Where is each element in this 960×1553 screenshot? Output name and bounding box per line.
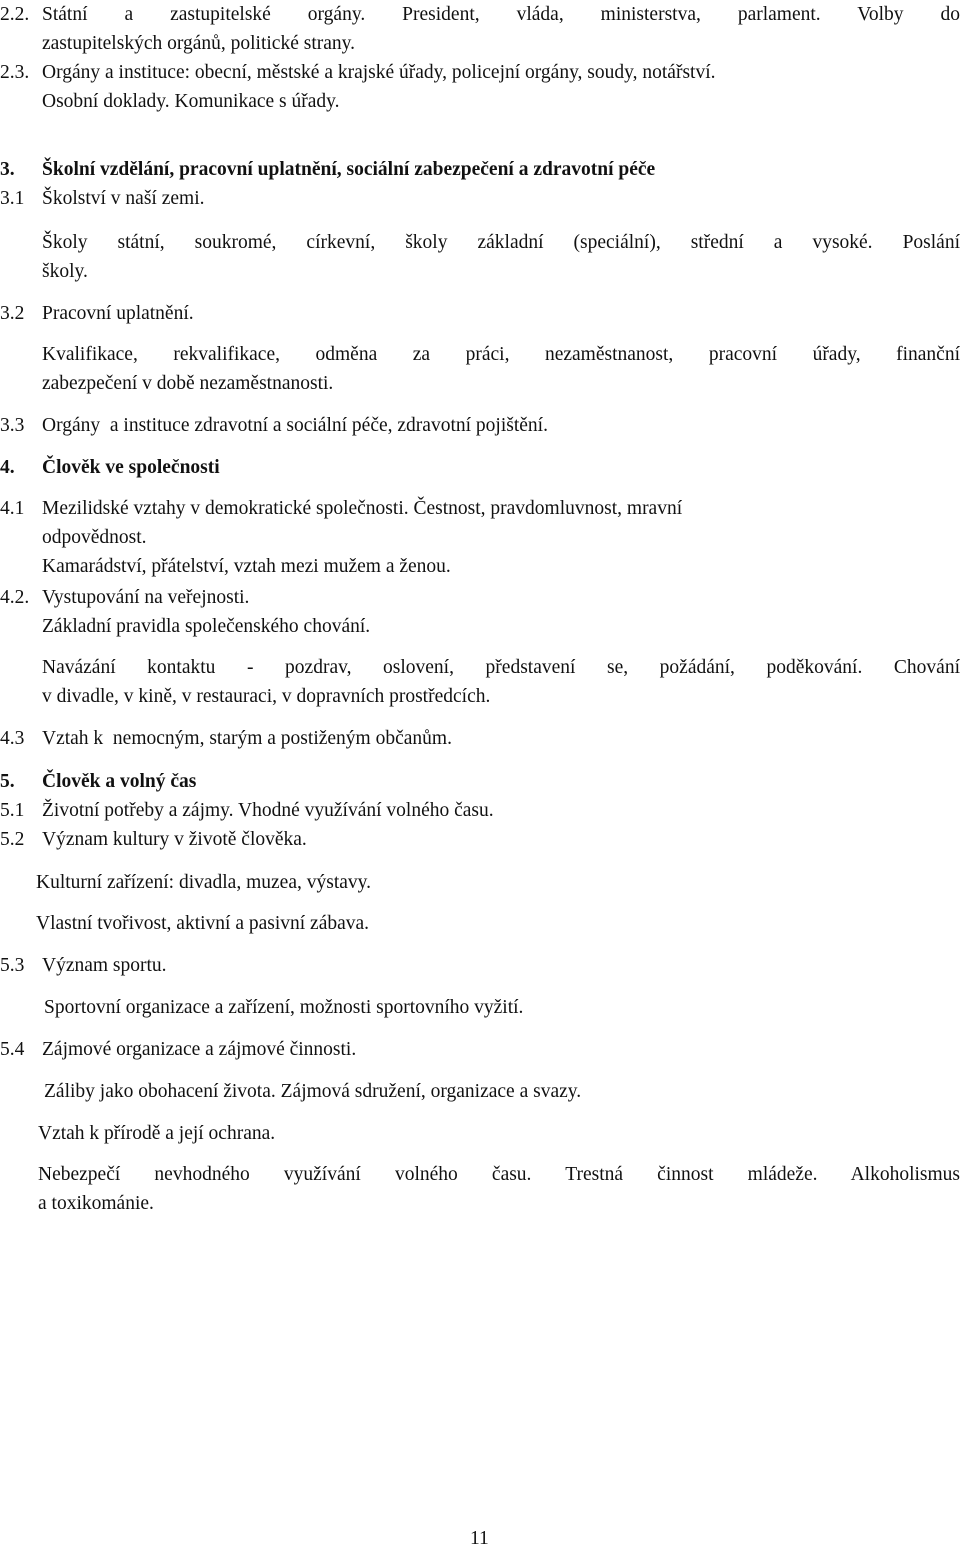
subsection-number: 4.1 bbox=[0, 498, 25, 519]
subsection-title: Mezilidské vztahy v demokratické společnosti. Čestnost, pravdomluvnost, mravní bbox=[42, 498, 683, 519]
paragraph-line: Základní pravidla společenského chování. bbox=[42, 616, 371, 637]
subsection-number: 4.2. bbox=[0, 587, 30, 608]
paragraph-line: školy. bbox=[42, 261, 88, 282]
subsection-title: Školství v naší zemi. bbox=[42, 188, 205, 209]
subsection-title: Pracovní uplatnění. bbox=[42, 303, 194, 324]
paragraph-line: Vlastní tvořivost, aktivní a pasivní zábava. bbox=[36, 913, 370, 934]
paragraph-text: Školy státní, soukromé, církevní, školy základní (speciální), střední a vysoké. Poslání bbox=[42, 232, 960, 253]
subsection-title: Orgány a instituce zdravotní a sociální péče, zdravotní pojištění. bbox=[42, 415, 548, 436]
subsection-title: Vztah k nemocným, starým a postiženým občanům. bbox=[42, 728, 452, 749]
paragraph-text: Nebezpečí nevhodného využívání volného času. Trestná činnost mládeže. Alkoholismus bbox=[38, 1164, 960, 1185]
paragraph-line: a toxikománie. bbox=[38, 1193, 154, 1214]
subsection-title: Vystupování na veřejnosti. bbox=[42, 587, 250, 608]
heading-text: Člověk ve společnosti bbox=[42, 457, 220, 478]
subsection-number: 3.2 bbox=[0, 303, 25, 324]
subsection-number: 3.1 bbox=[0, 188, 25, 209]
paragraph-line: Záliby jako obohacení života. Zájmová sdružení, organizace a svazy. bbox=[44, 1081, 582, 1102]
subsection-title: Zájmové organizace a zájmové činnosti. bbox=[42, 1039, 357, 1060]
paragraph-text: Kvalifikace, rekvalifikace, odměna za práci, nezaměstnanost, pracovní úřady, finanční bbox=[42, 344, 960, 365]
subsection-title: Životní potřeby a zájmy. Vhodné využívání volného času. bbox=[42, 800, 494, 821]
subsection-number: 5.1 bbox=[0, 800, 25, 821]
item-number: 2.3. bbox=[0, 62, 30, 83]
item-text: Státní a zastupitelské orgány. President, vláda, ministerstva, parlament. Volby do bbox=[42, 4, 960, 25]
heading-text: Člověk a volný čas bbox=[42, 771, 197, 792]
subsection-number: 4.3 bbox=[0, 728, 25, 749]
subsection-number: 5.2 bbox=[0, 829, 25, 850]
heading-number: 3. bbox=[0, 159, 15, 180]
subsection-number: 3.3 bbox=[0, 415, 25, 436]
heading-number: 4. bbox=[0, 457, 15, 478]
item-number: 2.2. bbox=[0, 4, 30, 25]
paragraph-text: Navázání kontaktu - pozdrav, oslovení, představení se, požádání, poděkování. Chování bbox=[42, 657, 960, 678]
heading-number: 5. bbox=[0, 771, 15, 792]
subsection-title: Význam sportu. bbox=[42, 955, 167, 976]
subsection-number: 5.3 bbox=[0, 955, 25, 976]
paragraph-line: Sportovní organizace a zařízení, možnosti sportovního vyžití. bbox=[44, 997, 524, 1018]
page-number: 11 bbox=[470, 1528, 489, 1549]
paragraph-line: Kulturní zařízení: divadla, muzea, výstavy. bbox=[36, 872, 371, 893]
paragraph-line: v divadle, v kině, v restauraci, v dopravních prostředcích. bbox=[42, 686, 491, 707]
item-text-continued: Osobní doklady. Komunikace s úřady. bbox=[42, 91, 340, 112]
paragraph-line: Kamarádství, přátelství, vztah mezi mužem a ženou. bbox=[42, 556, 451, 577]
item-text-continued: zastupitelských orgánů, politické strany. bbox=[42, 33, 356, 54]
paragraph-line: Vztah k přírodě a její ochrana. bbox=[38, 1123, 276, 1144]
paragraph-line: odpovědnost. bbox=[42, 527, 147, 548]
heading-text: Školní vzdělání, pracovní uplatnění, sociální zabezpečení a zdravotní péče bbox=[42, 159, 656, 180]
subsection-number: 5.4 bbox=[0, 1039, 25, 1060]
item-text: Orgány a instituce: obecní, městské a krajské úřady, policejní orgány, soudy, notářství. bbox=[42, 62, 716, 83]
paragraph-line: zabezpečení v době nezaměstnanosti. bbox=[42, 373, 334, 394]
subsection-title: Význam kultury v životě člověka. bbox=[42, 829, 307, 850]
